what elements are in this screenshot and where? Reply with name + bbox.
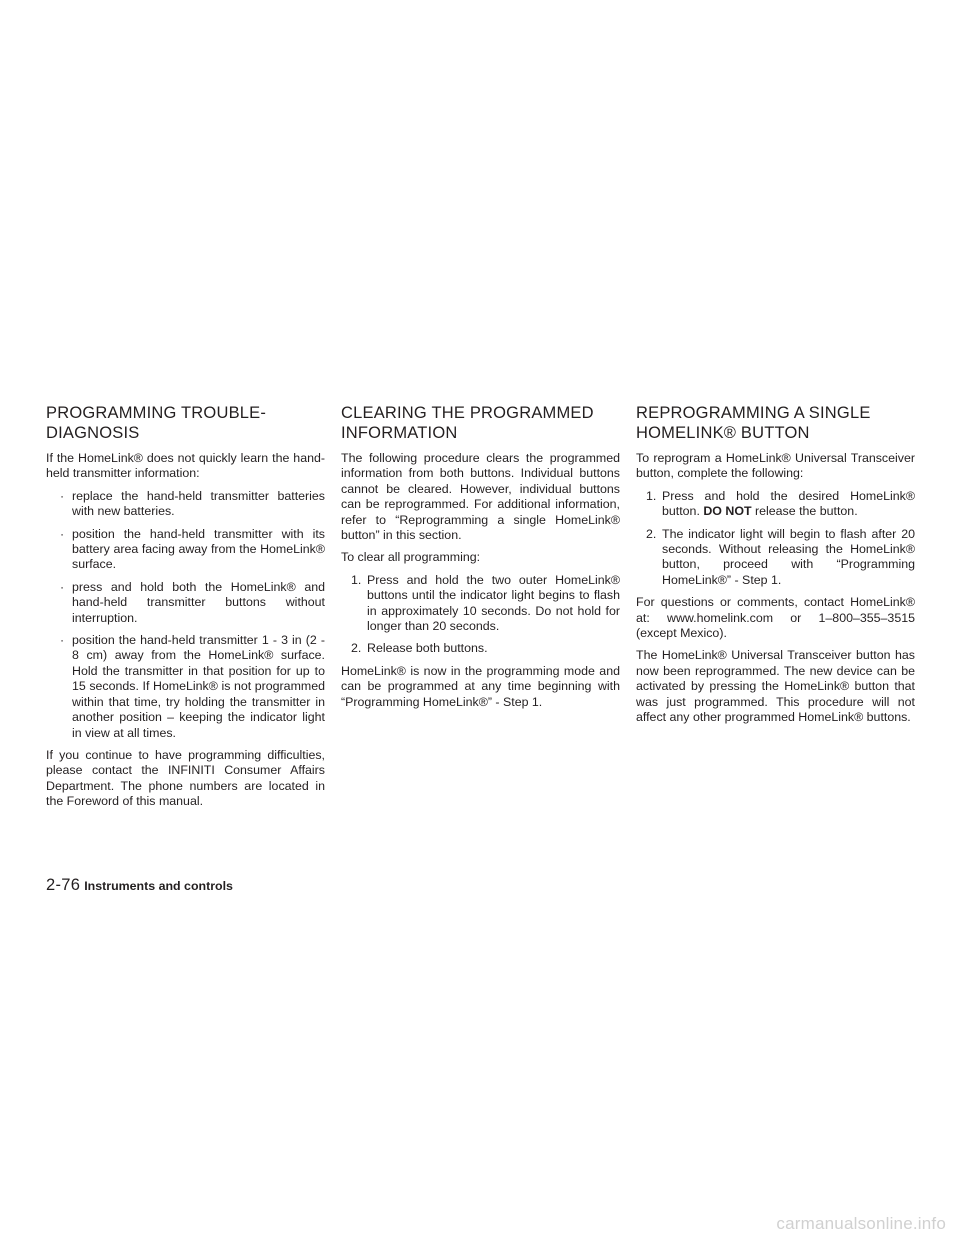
list-item-text: replace the hand-held transmitter batteries with new batteries. bbox=[72, 488, 325, 519]
reprogramming-steps bbox=[636, 489, 915, 588]
step-number: 2. bbox=[646, 526, 657, 541]
section-heading-reprogramming bbox=[636, 403, 915, 443]
step-number: 1. bbox=[351, 572, 362, 587]
step-item bbox=[341, 641, 620, 656]
bullet-marker: · bbox=[60, 579, 65, 594]
lead-paragraph: To clear all programming: bbox=[341, 550, 481, 565]
step-text-after: release the button. bbox=[755, 504, 858, 519]
heading-line-1: PROGRAMMING TROUBLE- bbox=[46, 404, 267, 422]
watermark: carmanualsonline.info bbox=[776, 1214, 946, 1233]
bullet-marker: · bbox=[60, 488, 65, 503]
list-item bbox=[46, 633, 325, 741]
heading-line-1: REPROGRAMMING A SINGLE bbox=[636, 404, 871, 422]
section-heading-clearing bbox=[341, 403, 620, 443]
step-item bbox=[636, 527, 915, 589]
section-heading-troubleshooting bbox=[46, 403, 325, 443]
step-text: Press and hold the two outer HomeLink® buttons until the indicator light begins to flash in approximately 10 seconds. Do not hold for longer than 20 seconds. bbox=[367, 572, 620, 634]
bullet-marker: · bbox=[60, 526, 65, 541]
troubleshooting-section bbox=[46, 403, 325, 817]
bullet-marker: · bbox=[60, 633, 65, 648]
troubleshooting-list bbox=[46, 489, 325, 741]
step-text: Release both buttons. bbox=[367, 641, 488, 656]
closing-paragraph: The HomeLink® Universal Transceiver button has now been reprogrammed. The new device can be activated by pressing the HomeLink® button that was just programmed. This procedure will not affect any other programmed HomeLink® buttons. bbox=[636, 648, 915, 725]
list-item bbox=[46, 527, 325, 573]
intro-paragraph: To reprogram a HomeLink® Universal Transceiver button, complete the following: bbox=[636, 451, 915, 481]
warning-emphasis: DO NOT bbox=[703, 504, 752, 519]
list-item-text: position the hand-held transmitter 1 - 3 in (2 - 8 cm) away from the HomeLink® surface. Hold the transmitter in that position for up to 15 seconds. If HomeLink® is not programmed within that time, try holding the transmitter in another position – keeping the indicator light in view at all times. bbox=[72, 633, 325, 740]
section-title: Instruments and controls bbox=[84, 879, 233, 893]
step-item bbox=[636, 489, 915, 520]
heading-line-2: INFORMATION bbox=[341, 424, 458, 442]
page-number: 2-76 bbox=[46, 876, 81, 894]
clearing-section bbox=[341, 403, 620, 717]
heading-line-2: HOMELINK® BUTTON bbox=[636, 424, 810, 442]
list-item-text: press and hold both the HomeLink® and hand-held transmitter buttons without interruption. bbox=[72, 579, 325, 625]
step-number: 2. bbox=[351, 641, 362, 656]
closing-paragraph: If you continue to have programming difficulties, please contact the INFINITI Consumer Affairs Department. The phone numbers are located in the Foreword of this manual. bbox=[46, 747, 325, 809]
heading-line-1: CLEARING THE PROGRAMMED bbox=[341, 404, 594, 422]
intro-paragraph: If the HomeLink® does not quickly learn the hand-held transmitter information: bbox=[46, 451, 325, 481]
step-text: Press and hold the desired HomeLink® button. bbox=[662, 488, 915, 519]
reprogramming-section bbox=[636, 403, 915, 733]
list-item-text: position the hand-held transmitter with its battery area facing away from the HomeLink® surface. bbox=[72, 526, 325, 572]
page-footer bbox=[46, 876, 233, 895]
list-item bbox=[46, 489, 325, 520]
step-number: 1. bbox=[646, 488, 657, 503]
list-item bbox=[46, 580, 325, 626]
clearing-steps bbox=[341, 573, 620, 657]
closing-paragraph: HomeLink® is now in the programming mode and can be programmed at any time beginning with “Programming HomeLink®” - Step 1. bbox=[341, 663, 620, 709]
contact-paragraph: For questions or comments, contact HomeLink® at: www.homelink.com or 1–800–355–3515 (except Mexico). bbox=[636, 595, 915, 641]
step-text: The indicator light will begin to flash after 20 seconds. Without releasing the HomeLink® button, proceed with “Programming HomeLink®” - Step 1. bbox=[662, 526, 915, 587]
step-item bbox=[341, 573, 620, 635]
heading-line-2: DIAGNOSIS bbox=[46, 424, 140, 442]
intro-paragraph: The following procedure clears the programmed information from both buttons. Individual buttons cannot be cleared. However, individual buttons can be reprogrammed. For additional information, refer to “Reprogramming a single HomeLink® button” in this section. bbox=[341, 451, 620, 543]
